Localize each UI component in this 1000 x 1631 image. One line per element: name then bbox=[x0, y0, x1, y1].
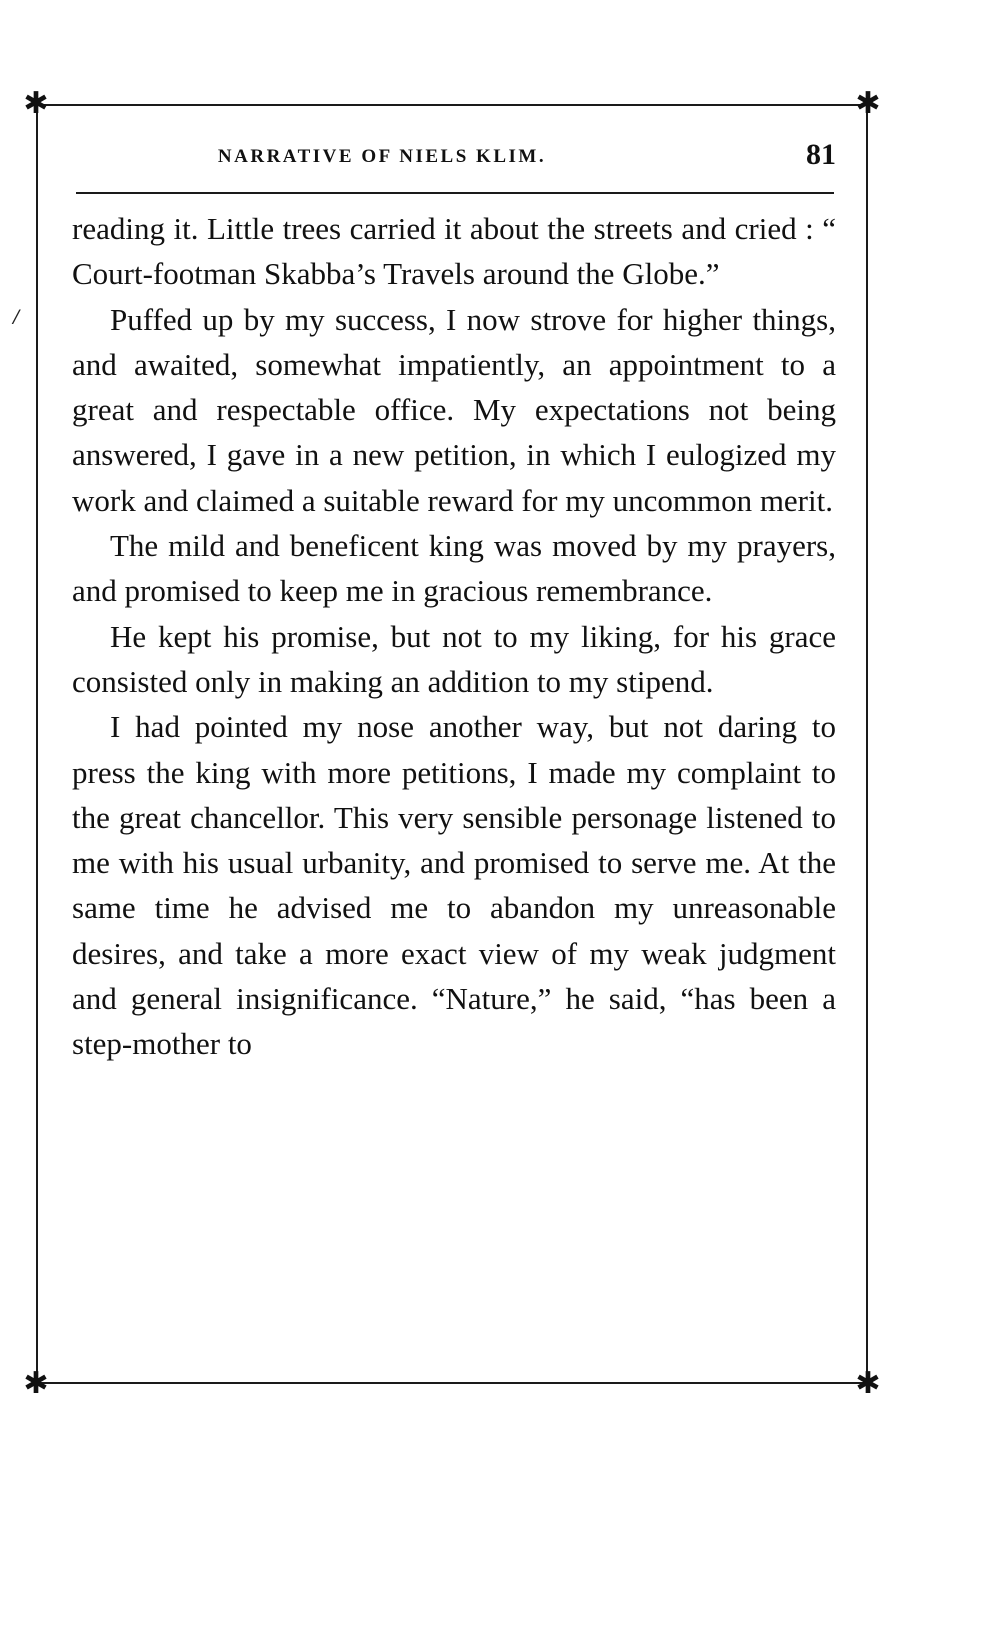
running-title: NARRATIVE OF NIELS KLIM. bbox=[217, 146, 547, 167]
corner-ornament-top-left: ✱ bbox=[23, 86, 49, 121]
body-text bbox=[72, 206, 836, 1067]
paragraph-5: I had pointed my nose another way, but not daring to press the king with more petitions, I made my complaint to the great chancellor. This very sensible personage listened to me with his usual urbanity, and promised to serve me. At the same time he advised me to abandon my unreasonable desires, and take a more exact view of my weak judgment and general insignificance. “Nature,” he said, “has been a step-mother to bbox=[72, 709, 836, 1062]
corner-ornament-bottom-left: ✱ bbox=[23, 1366, 49, 1401]
page-number: 81 bbox=[806, 138, 836, 171]
corner-ornament-bottom-right: ✱ bbox=[855, 1366, 881, 1401]
running-head bbox=[72, 138, 836, 178]
paragraph-1: reading it. Little trees carried it about the streets and cried : “ Court-footman Skabba’s Travels around the Globe.” bbox=[72, 211, 836, 292]
paragraph-3: The mild and beneficent king was moved by my prayers, and promised to keep me in gracious remembrance. bbox=[72, 528, 836, 609]
paragraph-2: Puffed up by my success, I now strove for higher things, and awaited, somewhat impatiently, an appointment to a great and respectable office. My expectations not being answered, I gave in a new petition, in which I eulogized my work and claimed a suitable reward for my uncommon merit. bbox=[72, 301, 836, 518]
header-rule bbox=[76, 192, 834, 194]
margin-mark: / bbox=[13, 304, 20, 329]
paragraph-4: He kept his promise, but not to my liking, for his grace consisted only in making an addition to my stipend. bbox=[72, 618, 836, 699]
corner-ornament-top-right: ✱ bbox=[855, 86, 881, 121]
